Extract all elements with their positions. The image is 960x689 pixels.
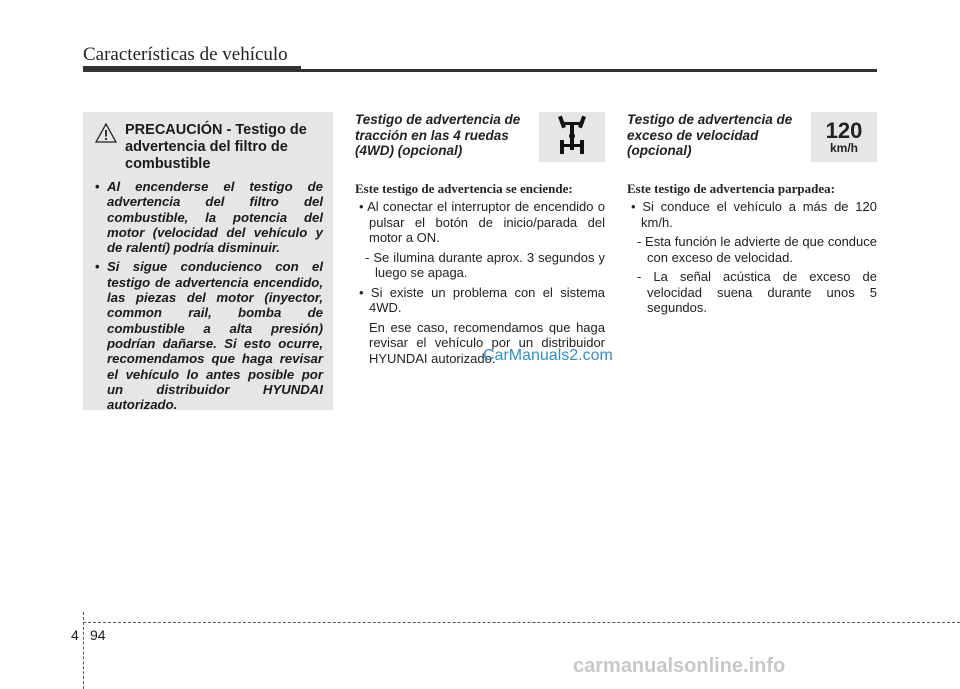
section-speed-lead: Este testigo de advertencia parpadea: — [627, 180, 835, 196]
4wd-drivetrain-icon — [539, 112, 605, 162]
section-4wd-paragraph: En ese caso, recomendamos que haga revisar el vehículo por un distribuidor HYUNDAI autorizado. — [369, 319, 605, 366]
speed-icon-number: 120 — [825, 118, 863, 143]
caution-item: • Si sigue conducienco con el testigo de advertencia encendido, las piezas del motor (inyector, common rail, bomba de combustible a alta presión) podrían dañarse. Si esto ocurre, recomendamos que haga revisar el vehículo lo antes posible por un distribuidor HYUNDAI autorizado. — [95, 259, 323, 413]
section-4wd-subitem: - Se ilumina durante aprox. 3 segundos y luego se apaga. — [365, 249, 605, 280]
section-4wd-bullet: • Si existe un problema con el sistema 4WD. — [359, 284, 605, 315]
4wd-icon-box — [539, 112, 605, 162]
warning-triangle-icon — [95, 123, 117, 143]
footer-vertical-rule — [83, 612, 84, 689]
caution-list — [95, 179, 323, 412]
watermark: CarManuals2.com — [483, 347, 613, 364]
section-speed-subitem: - Esta función le advierte de que conduce con exceso de velocidad. — [637, 234, 877, 265]
section-4wd-bullet: • Al conectar el interruptor de encendido o pulsar el botón de inicio/parada del motor a ON. — [359, 199, 605, 245]
caution-item: • Al encenderse el testigo de advertencia del filtro del combustible, la potencia del motor (velocidad del vehículo y de ralentí) podría disminuir. — [95, 179, 323, 256]
section-speed-title: Testigo de advertencia de exceso de velocidad (opcional) — [627, 112, 793, 158]
section-4wd — [355, 112, 605, 366]
header-rule — [83, 69, 877, 72]
caution-title: PRECAUCIÓN - Testigo de advertencia del filtro de combustible — [125, 122, 307, 172]
section-speed-bullet: • Si conduce el vehículo a más de 120 km/h. — [631, 199, 878, 230]
section-4wd-lead: Este testigo de advertencia se enciende: — [355, 180, 573, 196]
section-4wd-title: Testigo de advertencia de tracción en las 4 ruedas (4WD) (opcional) — [355, 112, 521, 158]
site-watermark: carmanualsonline.info — [573, 655, 786, 677]
caution-box — [83, 112, 333, 413]
footer-page-number: 94 — [90, 627, 106, 643]
speed-icon-box — [811, 112, 877, 162]
footer-chapter: 4 — [71, 627, 79, 643]
footer-horizontal-rule — [83, 622, 960, 623]
speed-icon-unit: km/h — [829, 141, 858, 155]
page-header-title: Características de vehículo — [83, 44, 288, 65]
section-speed-subitem: - La señal acústica de exceso de velocidad suena durante unos 5 segundos. — [637, 269, 877, 315]
section-speed — [627, 112, 877, 320]
caution-header — [95, 122, 323, 173]
